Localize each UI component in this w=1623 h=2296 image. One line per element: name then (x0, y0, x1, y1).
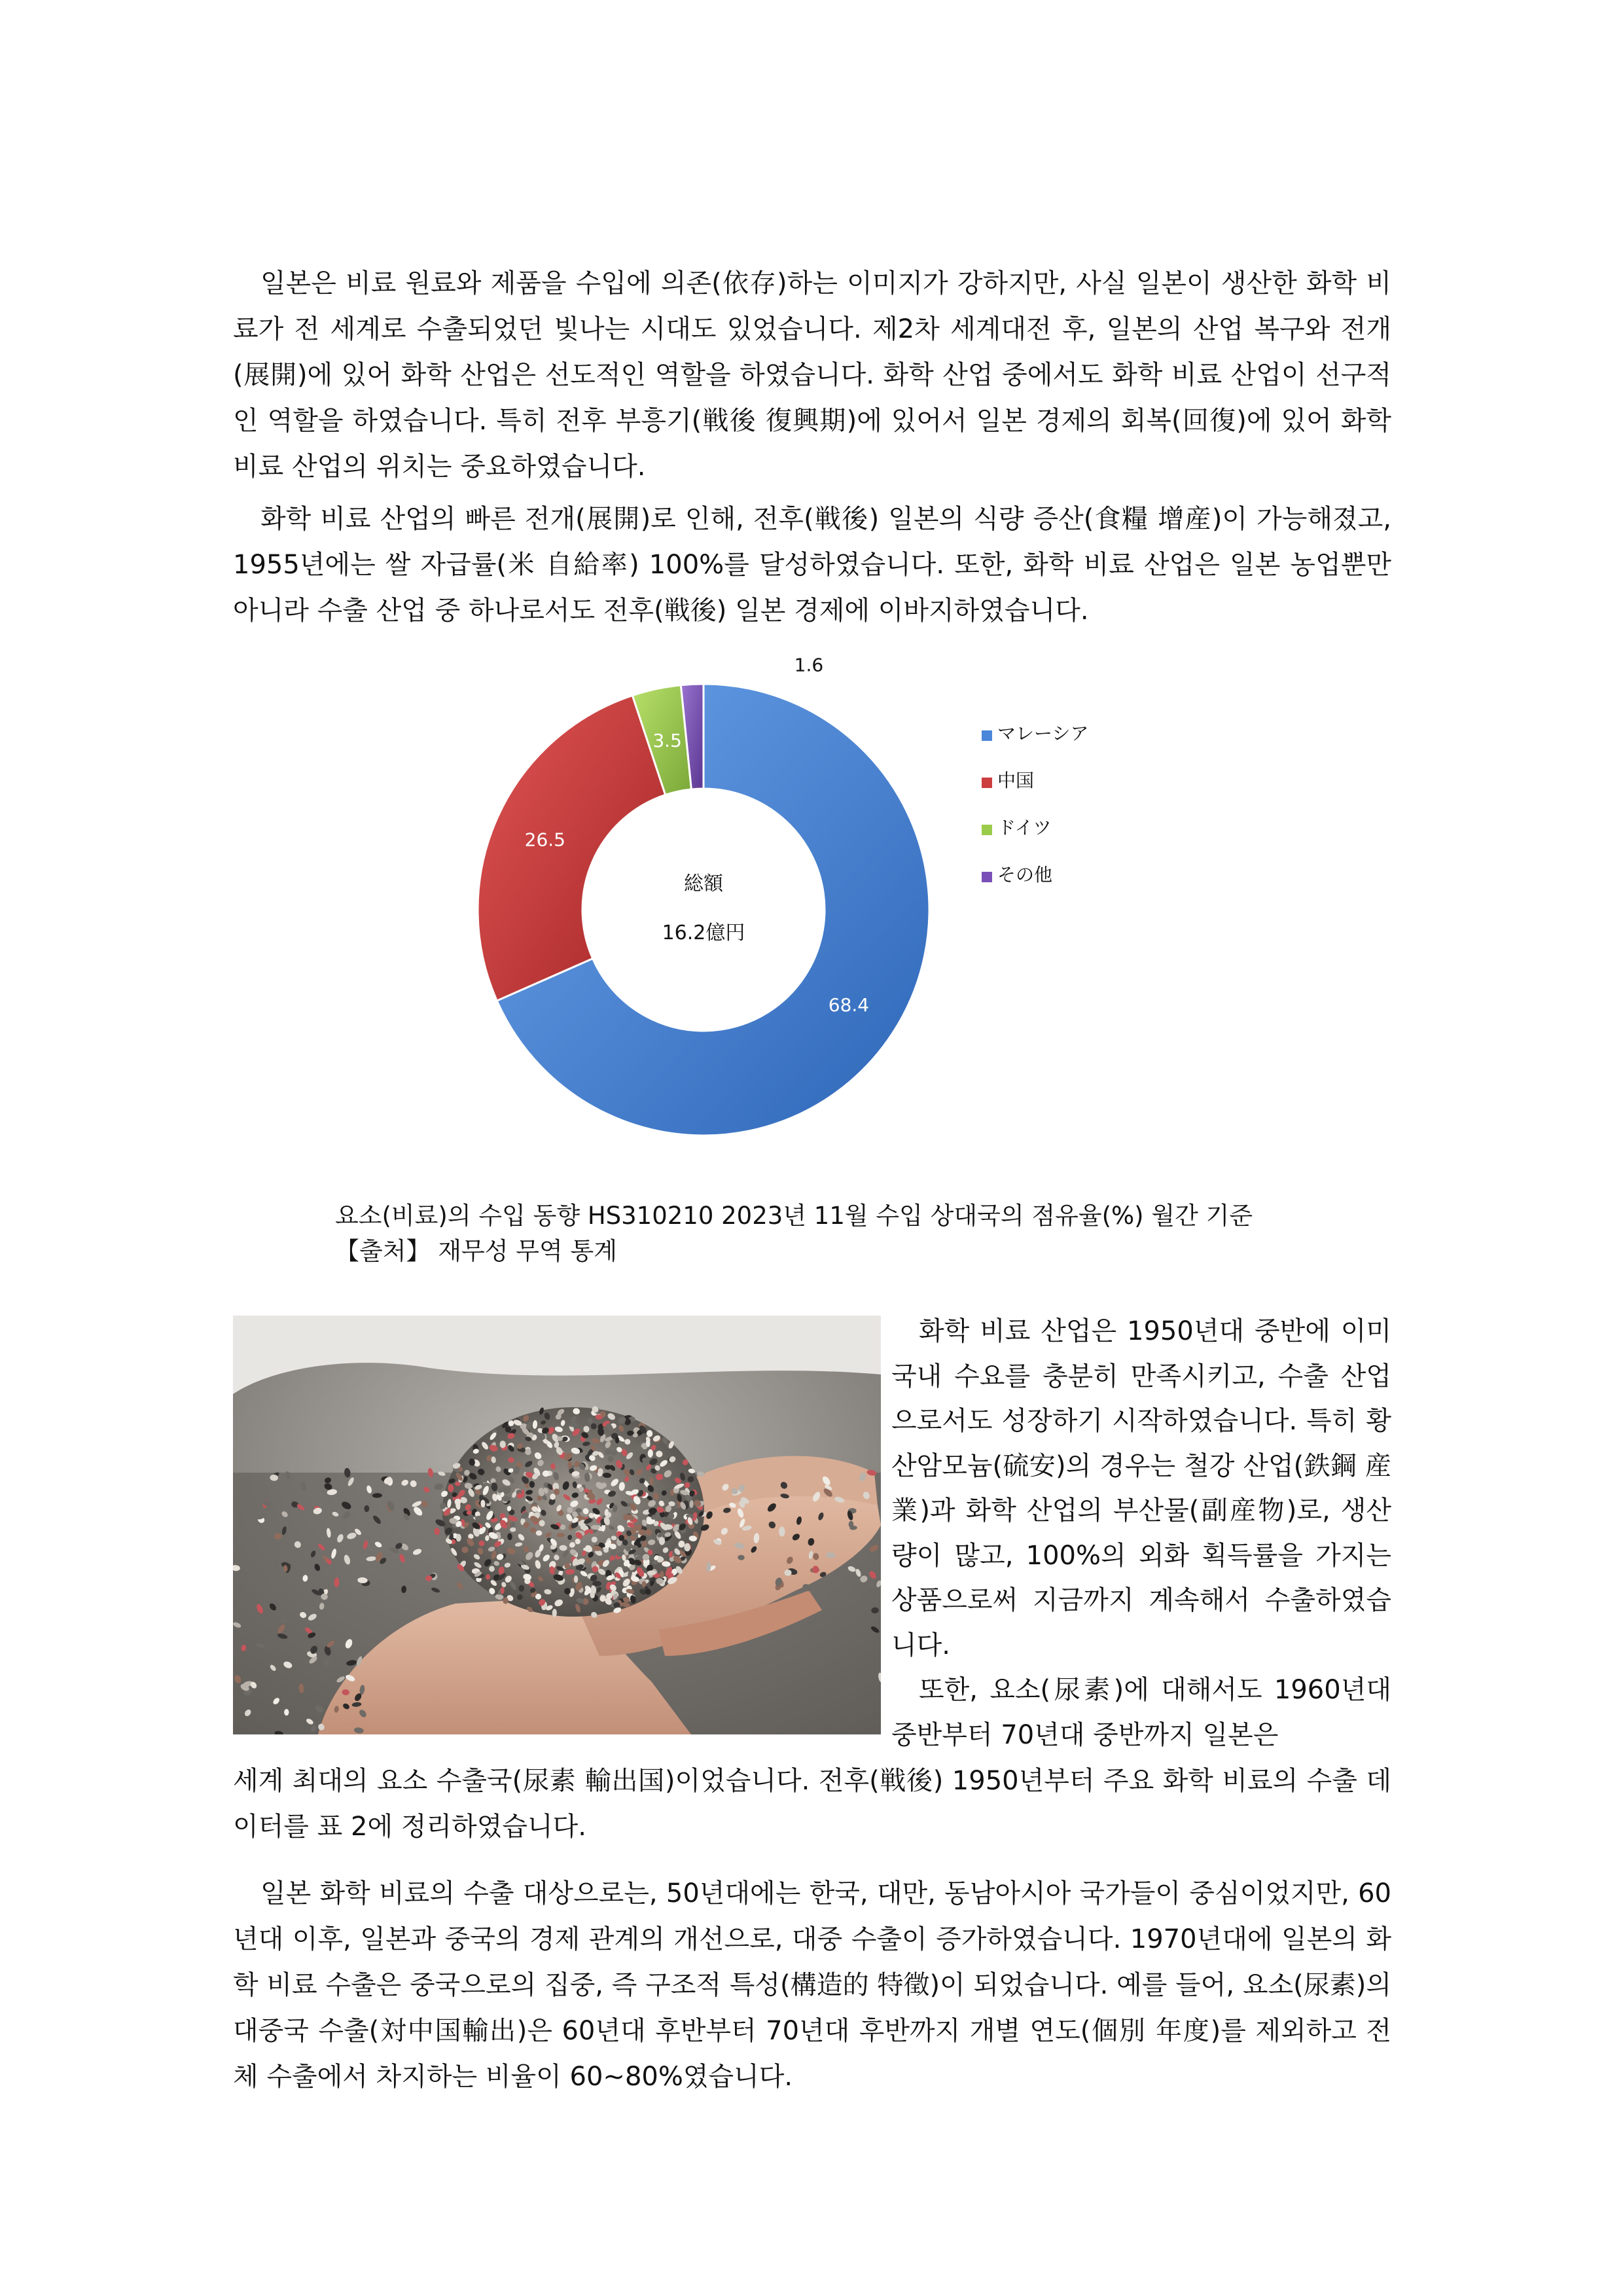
chart-center-label: 総額 (684, 872, 723, 895)
legend-swatch-2 (982, 778, 992, 788)
chart-caption: 요소(비료)의 수입 동향 HS310210 2023년 11월 수입 상대국의 점유율(%) 월간 기준 (335, 1202, 1253, 1230)
chart-center-value: 16.2億円 (662, 922, 745, 944)
granule (456, 1534, 461, 1541)
legend-label-1: マレーシア (997, 723, 1089, 744)
granule (284, 1709, 289, 1715)
intro-paragraph: 일본은 비료 원료와 제품을 수입에 의존(依存)하는 이미지가 강하지만, 사실 일본이 생산한 화학 비료가 전 세계로 수출되었던 빛나는 시대도 있었습니다. 제2차 세계대전 후, 일본의 산업 복구와 전개(展開)에 있어 화학 산업은 선도적인 역할을 하였습니다. 화학 산업 중에서도 화학 비료 산업이 선구적인 역할을 하였습니다. 특히 전후 부흥기(戦後 復興期)에 있어서 일본 경제의 회복(回復)에 있어 화학 비료 산업의 위치는 중요하였습니다. (233, 268, 1391, 482)
slice-label-1: 68.4 (828, 994, 870, 1016)
legend-label-4: その他 (997, 864, 1053, 886)
import-share-doughnut-chart (458, 648, 1243, 1172)
legend-label-3: ドイツ (997, 817, 1052, 838)
legend-swatch-4 (982, 872, 992, 882)
fertilizer-granules-photo (233, 1316, 881, 1734)
export-destination-paragraph: 일본 화학 비료의 수출 대상으로는, 50년대에는 한국, 대만, 동남아시아 국가들이 중심이었지만, 60년대 이후, 일본과 중국의 경제 관계의 개선으로, 대중 수출이 증가하였습니다. 1970년대에 일본의 화학 비료 수출은 중국으로의 집중, 즉 구조적 특성(構造的 特徵)이 되었습니다. 예를 들어, 요소(尿素)의 대중국 수출(対中国輸出)은 60년대 후반부터 70년대 후반까지 개별 연도(個別 年度)를 제외하고 전체 수출에서 차지하는 비율이 60~80%였습니다. (233, 1878, 1391, 2092)
urea-export-continuation: 세계 최대의 요소 수출국(尿素 輸出国)이었습니다. 전후(戦後) 1950년부터 주요 화학 비료의 수출 데이터를 표 2에 정리하였습니다. (233, 1766, 1391, 1842)
urea-export-side-paragraph-2: 또한, 요소(尿素)에 대해서도 1960년대 중반부터 70년대 중반까지 일본은 (891, 1675, 1391, 1750)
granule (784, 1570, 791, 1576)
granule (365, 1505, 370, 1513)
slice-label-4: 1.6 (794, 654, 824, 676)
slice-2 (478, 696, 666, 1001)
slice-label-2: 26.5 (524, 829, 565, 851)
urea-export-side-paragraph: 화학 비료 산업은 1950년대 중반에 이미 국내 수요를 충분히 만족시키고, 수출 산업으로서도 성장하기 시작하였습니다. 특히 황산암모늄(硫安)의 경우는 철강 산업(鉄鋼 産業)과 화학 산업의 부산물(副産物)로, 생산량이 많고, 100%의 외화 획득률을 가지는 상품으로써 지금까지 계속해서 수출하였습니다. (891, 1316, 1391, 1660)
rice-self-sufficiency-paragraph: 화학 비료 산업의 빠른 전개(展開)로 인해, 전후(戦後) 일본의 식량 증산(食糧 增産)이 가능해졌고, 1955년에는 쌀 자급률(米 自給率) 100%를 달성하였습니다. 또한, 화학 비료 산업은 일본 농업뿐만 아니라 수출 산업 중 하나로서도 전후(戦後) 일본 경제에 이바지하였습니다. (233, 504, 1391, 626)
legend-swatch-1 (982, 730, 992, 741)
legend-label-2: 中国 (997, 770, 1035, 791)
slice-label-3: 3.5 (652, 729, 682, 751)
chart-source: 【출처】 재무성 무역 통계 (335, 1237, 617, 1265)
granule (779, 1526, 785, 1536)
legend-swatch-3 (982, 825, 992, 835)
granule (660, 1571, 664, 1578)
